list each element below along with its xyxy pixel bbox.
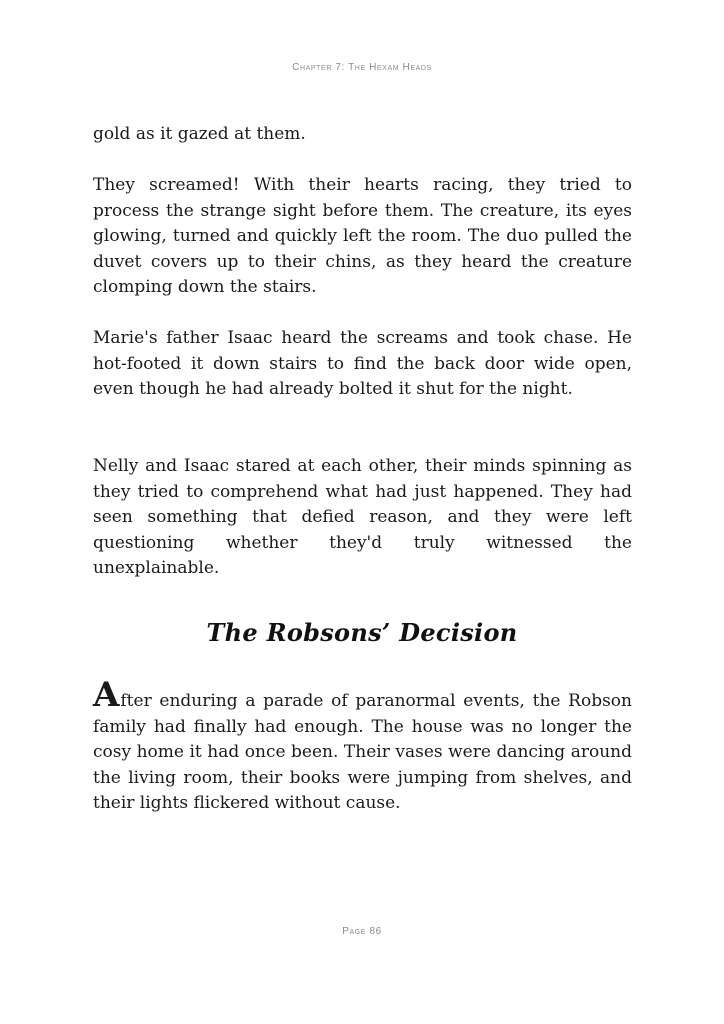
drop-cap: A <box>93 675 120 715</box>
page-number: Page 86 <box>342 926 382 937</box>
paragraph-text: gold as it gazed at them. <box>93 124 306 144</box>
paragraph-text <box>93 675 632 817</box>
paragraph-4 <box>93 454 632 582</box>
paragraph-text: Nelly and Isaac stared at each other, their minds spinning as they tried to comprehend what had just happened. They had seen something that defied reason, and they were left questioning whether they'd truly witnessed the unexplainable. <box>93 456 632 578</box>
paragraph-2 <box>93 173 632 301</box>
paragraph-text: Marie's father Isaac heard the screams and took chase. He hot-footed it down stairs to find the back door wide open, even though he had already bolted it shut for the night. <box>93 328 632 399</box>
paragraph-3 <box>93 326 632 403</box>
paragraph-text: They screamed! With their hearts racing, they tried to process the strange sight before them. The creature, its eyes glowing, turned and quickly left the room. The duo pulled the duvet covers up to their chins, as they heard the creature clomping down the stairs. <box>93 175 632 297</box>
section-first-paragraph <box>93 675 632 817</box>
section-heading: The Robsons’ Decision <box>206 618 518 647</box>
paragraph-1 <box>93 122 632 148</box>
paragraph-body: fter enduring a parade of paranormal events, the Robson family had finally had enough. The house was no longer the cosy home it had once been. Their vases were dancing around the living room, their books were jumping from shelves, and their lights flickered without cause. <box>93 691 632 813</box>
running-header: Chapter 7: The Hexam Heads <box>292 62 432 73</box>
